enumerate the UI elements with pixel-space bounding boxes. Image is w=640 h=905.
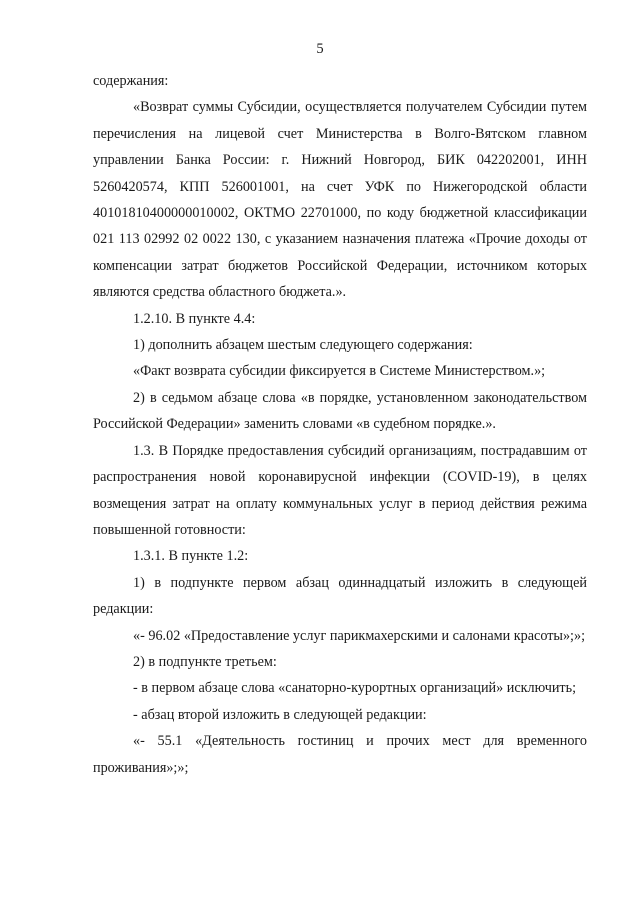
paragraph-code-96-02: «- 96.02 «Предоставление услуг парикмахерскими и салонами красоты»;»; [133,627,586,644]
page-number: 5 [316,41,324,57]
paragraph-clause-1-3: 1.3. В Порядке предоставления субсидий организациям, пострадавшим от распространения новой коронавирусной инфекции (COVID-19), в целях возмещения затрат на оплату коммунальных услуг в период действия режима повышенной готовности: [93,442,587,538]
paragraph-clause-1-2-10: 1.2.10. В пункте 4.4: [133,310,256,327]
paragraph-code-55-1: «- 55.1 «Деятельность гостиниц и прочих мест для временного проживания»;»; [93,733,587,776]
paragraph-refund-procedure: «Возврат суммы Субсидии, осуществляется получателем Субсидии путем перечисления на лицевой счет Министерства в Волго-Вятском главном управлении Банка России: г. Нижний Новгород, БИК 042202001, ИНН 5260420574, КПП 526001001, на счет УФК по Нижегородской области 40101810400000010002, ОКТМО 22701000, по коду бюджетной классификации 021 113 02992 02 0022 130, с указанием назначения платежа «Прочие доходы от компенсации затрат бюджетов Российской Федерации, источником которых являются средства областного бюджета.». [93,99,587,301]
paragraph-clause-1-3-1: 1.3.1. В пункте 1.2: [133,548,249,565]
paragraph-add-sixth-abzats: 1) дополнить абзацем шестым следующего содержания: [133,337,473,354]
paragraph-continuation: содержания: [93,73,169,89]
paragraph-subpoint-first: 1) в подпункте первом абзац одиннадцатый изложить в следующей редакции: [93,574,587,618]
paragraph-subpoint-third: 2) в подпункте третьем: [133,653,277,670]
document-body [93,68,587,781]
paragraph-first-abzats-exclude: - в первом абзаце слова «санаторно-курортных организаций» исключить; [133,680,577,697]
paragraph-seventh-abzats: 2) в седьмом абзаце слова «в порядке, установленном законодательством Российской Федерации» заменить словами «в судебном порядке.». [93,389,587,433]
paragraph-second-abzats-new: - абзац второй изложить в следующей редакции: [133,706,427,723]
paragraph-refund-fact: «Факт возврата субсидии фиксируется в Системе Министерством.»; [133,363,546,380]
